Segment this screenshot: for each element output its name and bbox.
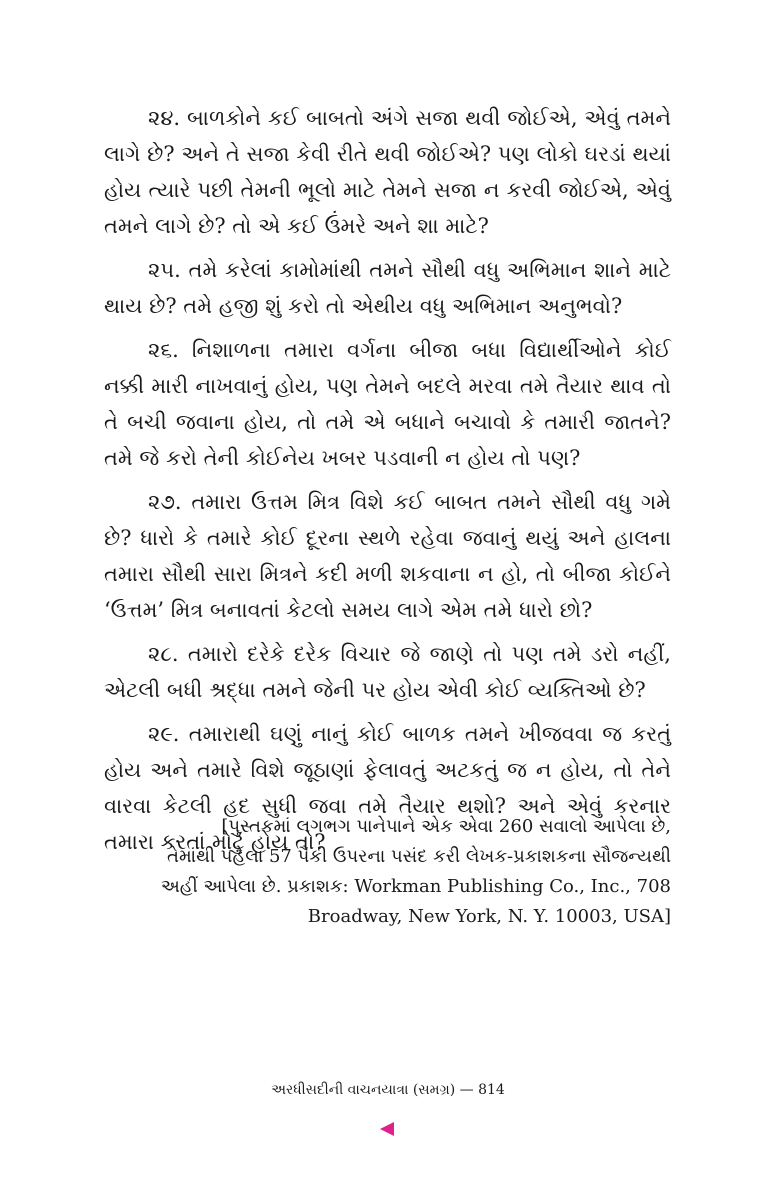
question-29: ૨૯. તમારાથી ઘણું નાનું કોઈ બાળક તમને ખીજવવા જ કરતું હોય અને તમારે વિશે જૂઠાણાં ફેલાવતું અટકતું જ ન હોય, તો તેને વારવા કેટલી હદ સુધી જવા તમે તૈયાર થશો? અને એવું કરનાર તમારા કરતાં મોટું હોય તો?: [104, 722, 671, 854]
question-24: ૨૪. બાળકોને કઈ બાબતો અંગે સજા થવી જોઈએ, એવું તમને લાગે છે? અને તે સજા કેવી રીતે થવી જોઈએ? પણ લોકો ઘરડાં થયાં હોય ત્યારે પછી તેમની ભૂલો માટે તેમને સજા ન કરવી જોઈએ, એવું તમને લાગે છે? તો એ કઈ ઉંમરે અને શા માટે?: [104, 106, 671, 238]
question-25: ૨૫. તમે કરેલાં કામોમાંથી તમને સૌથી વધુ અભિમાન શાને માટે થાય છે? તમે હજી શું કરો તો એથીય વધુ અભિમાન અનુભવો?: [104, 258, 671, 318]
source-note-line: અહીં આપેલા છે. પ્રકાશક: Workman Publishing Co., Inc., 708: [160, 876, 671, 897]
question-27: ૨૭. તમારા ઉત્તમ મિત્ર વિશે કઈ બાબત તમને સૌથી વધુ ગમે છે? ધારો કે તમારે કોઈ દૂરના સ્થળે રહેવા જવાનું થયું અને હાલના તમારા સૌથી સારા મિત્રને કદી મળી શકવાના ન હો, તો બીજા કોઈને ‘ઉત્તમ’ મિત્ર બનાવતાં કેટલો સમય લાગે એમ તમે ધારો છો?: [104, 490, 671, 622]
source-note: [104, 812, 671, 932]
page-footer: અરધીસદીની વાચનયાત્રા (સમગ્ર) — 814: [271, 1082, 505, 1098]
previous-page-arrow-icon[interactable]: [380, 1122, 394, 1136]
question-list: [104, 100, 671, 868]
source-note-line: [પુસ્તકમાં લગભગ પાનેપાને એક એવા 260 સવાલો આપેલા છે,: [221, 816, 671, 837]
source-note-line: તેમાંથી પહેલા 57 પૈકી ઉપરના પસંદ કરી લેખક-પ્રકાશકના સૌજન્યથી: [167, 846, 671, 867]
source-note-line: Broadway, New York, N. Y. 10003, USA]: [307, 906, 671, 927]
question-26: ૨૬. નિશાળના તમારા વર્ગના બીજા બધા વિદ્યાર્થીઓને કોઈ નક્કી મારી નાખવાનું હોય, પણ તેમને બદલે મરવા તમે તૈયાર થાવ તો તે બચી જવાના હોય, તો તમે એ બધાને બચાવો કે તમારી જાતને? તમે જે કરો તેની કોઈનેય ખબર પડવાની ન હોય તો પણ?: [104, 338, 671, 470]
question-28: ૨૮. તમારો દરેકે દરેક વિચાર જે જાણે તો પણ તમે ડરો નહીં, એટલી બધી શ્રદ્ધા તમને જેની પર હોય એવી કોઈ વ્યક્તિઓ છે?: [104, 642, 671, 702]
